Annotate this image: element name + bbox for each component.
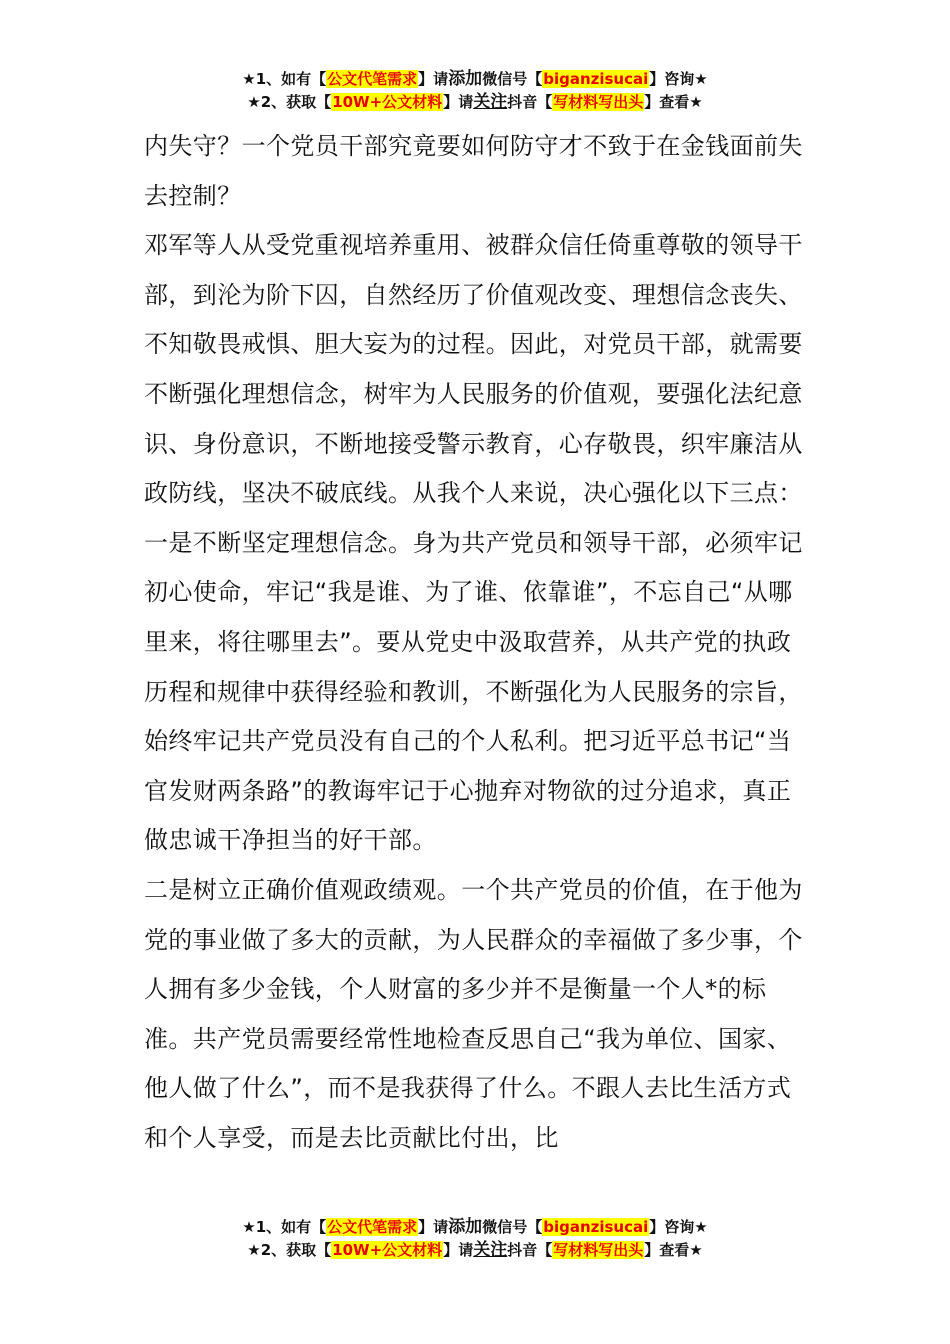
footer-line-2-part-e: 抖音【 — [507, 1241, 553, 1259]
header-line-1 — [0, 68, 950, 91]
footer-line-2 — [0, 1239, 950, 1262]
footer-line-1-part-e: 微信号【 — [482, 1218, 543, 1236]
header-line-2 — [0, 91, 950, 114]
footer-line-2-part-g: 】查看★ — [644, 1241, 703, 1259]
header-line-2-part-a: ★2、获取【 — [247, 93, 332, 111]
header-line-2-part-e: 抖音【 — [507, 93, 553, 111]
header-banner — [0, 68, 950, 114]
footer-line-1 — [0, 1216, 950, 1239]
paragraph-1: 内失守？一个党员干部究竟要如何防守才不致于在金钱面前失去控制？ — [144, 132, 803, 210]
footer-highlight-service: 公文代笔需求 — [327, 1218, 418, 1236]
header-line-2-part-g: 】查看★ — [644, 93, 703, 111]
header-add-text: 添加 — [448, 69, 483, 89]
header-highlight-materials: 10W+公文材料 — [332, 93, 443, 111]
paragraph-2: 邓军等人从受党重视培养重用、被群众信任倚重尊敬的领导干部，到沦为阶下囚，自然经历了价值观改变、理想信念丧失、不知敬畏戒惧、胆大妄为的过程。因此，对党员干部，就需要不断强化理想信念，树牢为人民服务的价值观，要强化法纪意识、身份意识，不断地接受警示教育，心存敬畏，织牢廉洁从政防线，坚决不破底线。从我个人来说，决心强化以下三点： — [144, 231, 803, 508]
footer-add-text: 添加 — [448, 1217, 483, 1237]
header-highlight-wechat-id: biganzisucai — [543, 70, 649, 88]
footer-line-1-part-a: ★1、如有【 — [242, 1218, 327, 1236]
header-highlight-douyin: 写材料写出头 — [553, 93, 644, 111]
header-line-1-part-e: 微信号【 — [482, 70, 543, 88]
paragraph-4: 二是树立正确价值观政绩观。一个共产党员的价值，在于他为党的事业做了多大的贡献，为人民群众的幸福做了多少事，个人拥有多少金钱，个人财富的多少并不是衡量一个人*的标准。共产党员需要经常性地检查反思自己“我为单位、国家、他人做了什么”，而不是我获得了什么。不跟人去比生活方式和个人享受，而是去比贡献比付出，比 — [144, 875, 803, 1152]
footer-banner — [0, 1216, 950, 1262]
footer-highlight-materials: 10W+公文材料 — [332, 1241, 443, 1259]
footer-highlight-wechat-id: biganzisucai — [543, 1218, 649, 1236]
footer-line-2-part-c: 】请 — [443, 1241, 474, 1259]
header-line-1-part-c: 】请 — [418, 70, 449, 88]
header-line-1-part-g: 】咨询★ — [649, 70, 708, 88]
footer-line-1-part-c: 】请 — [418, 1218, 449, 1236]
footer-line-1-part-g: 】咨询★ — [649, 1218, 708, 1236]
document-body — [144, 122, 808, 1163]
footer-follow-text: 关注 — [473, 1240, 508, 1260]
footer-highlight-douyin: 写材料写出头 — [553, 1241, 644, 1259]
header-follow-text: 关注 — [473, 92, 508, 112]
paragraph-3: 一是不断坚定理想信念。身为共产党员和领导干部，必须牢记初心使命，牢记“我是谁、为了谁、依靠谁”，不忘自己“从哪里来，将往哪里去”。要从党史中汲取营养，从共产党的执政历程和规律中获得经验和教训，不断强化为人民服务的宗旨，始终牢记共产党员没有自己的个人私利。把习近平总书记“当官发财两条路”的教诲牢记于心抛弃对物欲的过分追求，真正做忠诚干净担当的好干部。 — [144, 528, 803, 855]
header-line-2-part-c: 】请 — [443, 93, 474, 111]
header-line-1-part-a: ★1、如有【 — [242, 70, 327, 88]
header-highlight-service: 公文代笔需求 — [327, 70, 418, 88]
footer-line-2-part-a: ★2、获取【 — [247, 1241, 332, 1259]
